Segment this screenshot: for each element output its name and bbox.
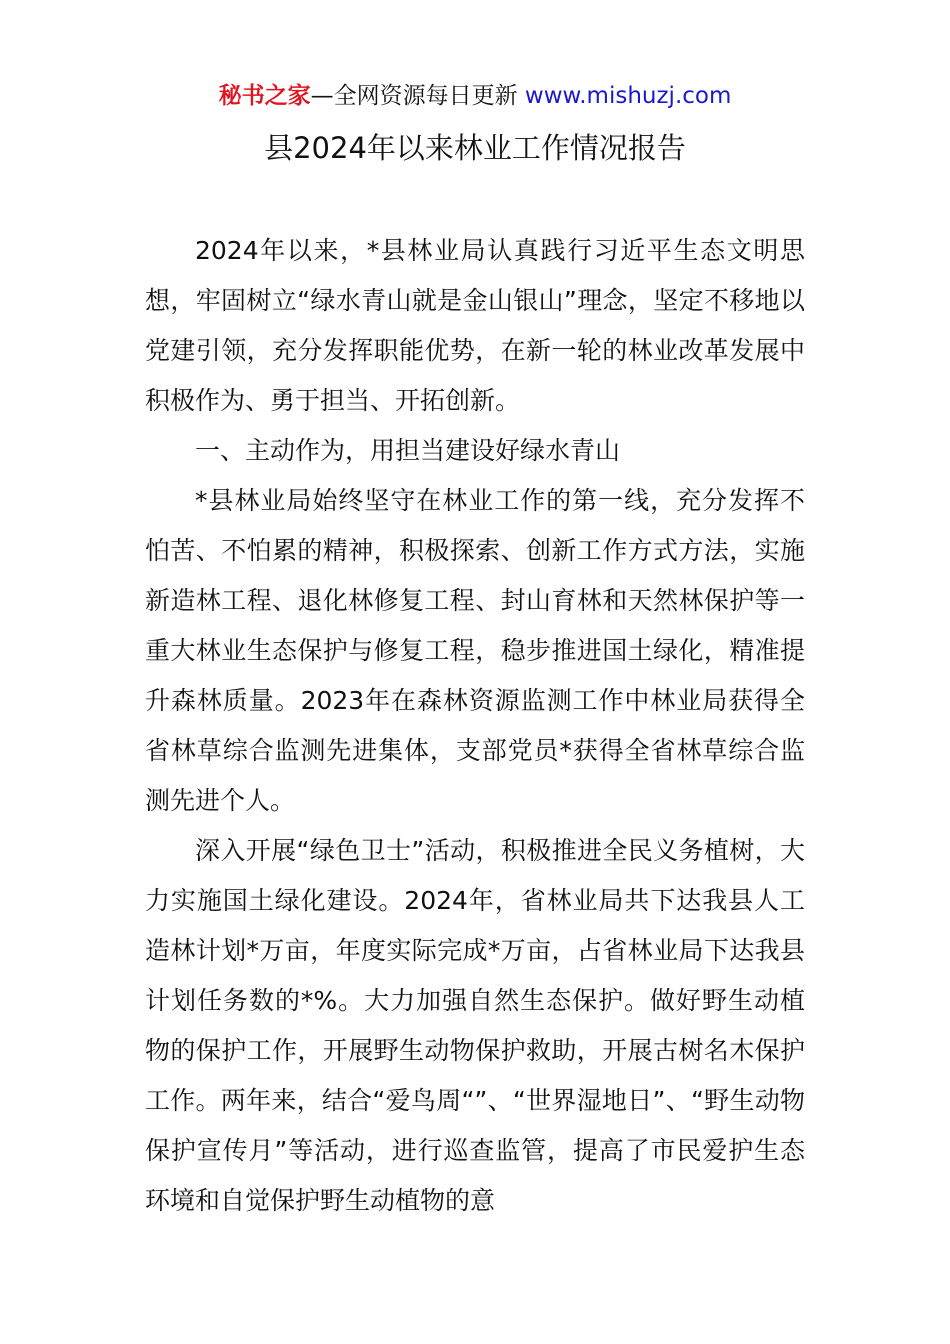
paragraph-green-guard: 深入开展“绿色卫士”活动，积极推进全民义务植树，大力实施国土绿化建设。2024年，省林业局共下达我县人工造林计划*万亩，年度实际完成*万亩，占省林业局下达我县计划任务数的*%。大力加强自然生态保护。做好野生动植物的保护工作，开展野生动物保护救助，开展古树名木保护工作。两年来，结合“爱鸟周“”、“世界湿地日”、“野生动物保护宣传月”等活动，进行巡查监管，提高了市民爱护生态环境和自觉保护野生动植物的意 [145, 836, 805, 1215]
document-body [145, 226, 805, 1226]
section-heading-1: 一、主动作为，用担当建设好绿水青山 [195, 436, 621, 465]
site-header [0, 80, 950, 112]
document-title: 县2024年以来林业工作情况报告 [264, 131, 686, 165]
site-tagline: —全网资源每日更新 [310, 83, 518, 109]
site-brand: 秘书之家 [218, 83, 311, 109]
paragraph-intro: 2024年以来，*县林业局认真践行习近平生态文明思想，牢固树立“绿水青山就是金山银山”理念，坚定不移地以党建引领，充分发挥职能优势，在新一轮的林业改革发展中积极作为、勇于担当、开拓创新。 [145, 236, 805, 415]
site-url-link[interactable]: www.mishuzj.com [524, 83, 732, 109]
paragraph-forestry-work: *县林业局始终坚守在林业工作的第一线，充分发挥不怕苦、不怕累的精神，积极探索、创新工作方式方法，实施新造林工程、退化林修复工程、封山育林和天然林保护等一重大林业生态保护与修复工程，稳步推进国土绿化，精准提升森林质量。2023年在森林资源监测工作中林业局获得全省林草综合监测先进集体，支部党员*获得全省林草综合监测先进个人。 [145, 486, 805, 815]
